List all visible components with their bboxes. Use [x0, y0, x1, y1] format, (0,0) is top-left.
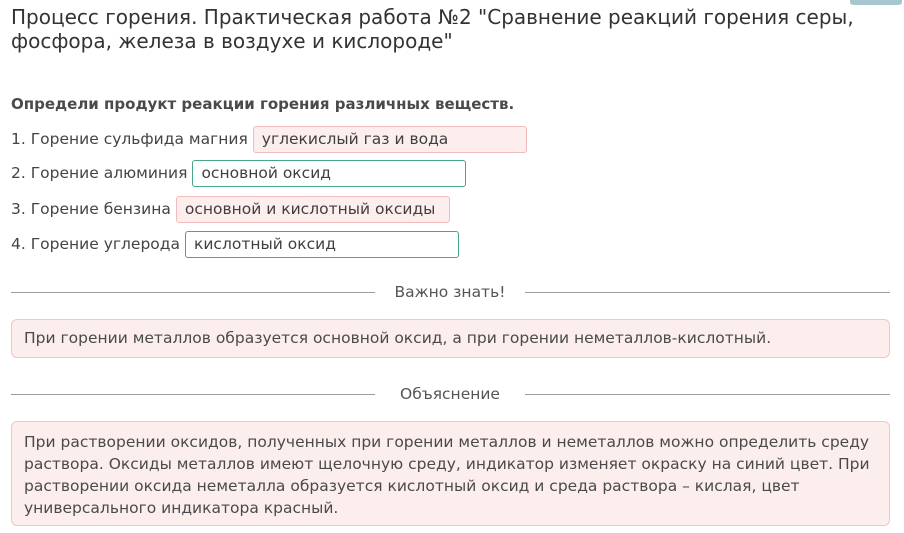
question-text: 4. Горение углерода [11, 235, 180, 253]
answer-slot-wrong[interactable]: углекислый газ и вода [253, 126, 527, 153]
question-row-1 [11, 125, 527, 153]
answer-slot-correct[interactable]: кислотный оксид [185, 231, 459, 258]
important-divider [11, 283, 890, 303]
question-row-2 [11, 159, 466, 187]
question-text: 3. Горение бензина [11, 200, 171, 218]
question-text: 1. Горение сульфида магния [11, 130, 248, 148]
answer-slot-wrong[interactable]: основной и кислотный оксиды [176, 196, 450, 223]
question-text: 2. Горение алюминия [11, 164, 188, 182]
divider-line [11, 394, 375, 395]
explanation-heading: Объяснение [400, 385, 500, 403]
answer-slot-correct[interactable]: основной оксид [192, 160, 466, 187]
explanation-note: При растворении оксидов, полученных при горении металлов и неметаллов можно определить среду раствора. Оксиды металлов имеют щелочную среду, индикатор изменяет окраску на синий цвет. При растворении оксида неметалла образуется кислотный оксид и среда раствора – кислая, цвет универсального индикатора красный. [11, 421, 890, 526]
divider-line [11, 292, 375, 293]
explanation-divider [11, 385, 890, 405]
important-note: При горении металлов образуется основной оксид, а при горении неметаллов-кислотный. [11, 319, 890, 358]
divider-line [525, 292, 890, 293]
question-row-3 [11, 195, 450, 223]
task-instruction: Определи продукт реакции горения различных веществ. [11, 95, 515, 113]
question-row-4 [11, 230, 459, 258]
page-title: Процесс горения. Практическая работа №2 "Сравнение реакций горения серы, фосфора, железа в воздухе и кислороде" [11, 5, 854, 53]
divider-line [525, 394, 890, 395]
important-heading: Важно знать! [394, 283, 506, 301]
